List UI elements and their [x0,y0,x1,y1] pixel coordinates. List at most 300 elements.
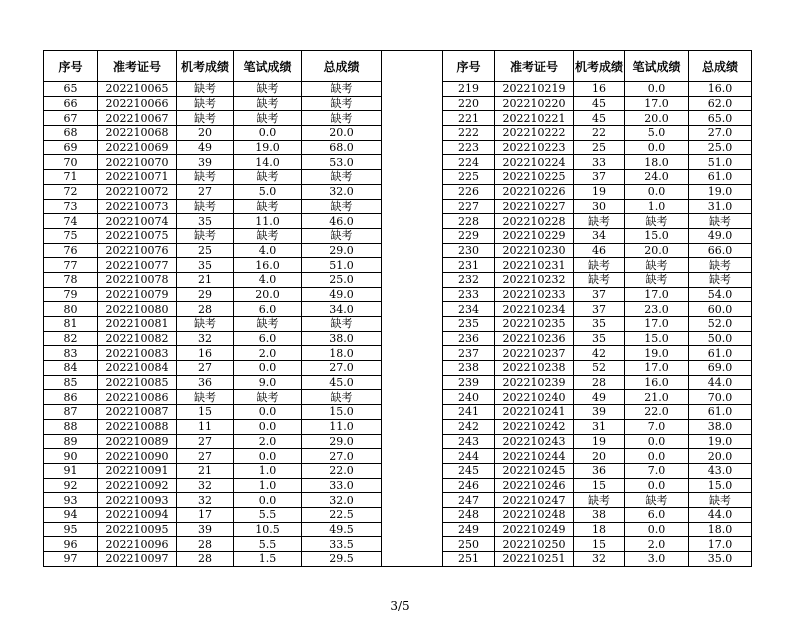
table-cell: 97 [44,552,98,567]
table-cell: 70 [44,155,98,170]
table-cell: 46.0 [302,214,382,229]
spacer-cell [382,155,443,170]
table-cell: 28 [177,552,234,567]
table-cell: 202210072 [98,184,177,199]
table-cell: 21 [177,272,234,287]
table-cell: 78 [44,272,98,287]
spacer-cell [382,463,443,478]
table-cell: 缺考 [302,82,382,97]
table-cell: 5.5 [234,537,302,552]
table-cell: 35 [574,317,625,332]
table-cell: 51.0 [302,258,382,273]
table-cell: 29 [177,287,234,302]
table-cell: 202210089 [98,434,177,449]
table-cell: 缺考 [302,390,382,405]
table-cell: 11.0 [302,419,382,434]
table-cell: 202210242 [495,419,574,434]
table-cell: 251 [443,552,495,567]
table-cell: 229 [443,228,495,243]
table-cell: 9.0 [234,375,302,390]
table-cell: 17.0 [625,287,689,302]
table-row [44,82,752,97]
table-cell: 5.5 [234,507,302,522]
table-cell: 202210225 [495,170,574,185]
spacer-cell [382,170,443,185]
table-cell: 90 [44,449,98,464]
table-cell: 缺考 [302,111,382,126]
table-cell: 3.0 [625,552,689,567]
table-cell: 10.5 [234,522,302,537]
spacer-cell [382,287,443,302]
table-cell: 243 [443,434,495,449]
table-cell: 202210083 [98,346,177,361]
table-cell: 缺考 [234,82,302,97]
table-cell: 202210241 [495,405,574,420]
table-cell: 202210249 [495,522,574,537]
table-cell: 66 [44,96,98,111]
table-cell: 202210093 [98,493,177,508]
table-cell: 72 [44,184,98,199]
table-cell: 30 [574,199,625,214]
table-row [44,287,752,302]
table-cell: 17.0 [689,537,752,552]
table-cell: 238 [443,361,495,376]
table-cell: 202210248 [495,507,574,522]
table-cell: 33 [574,155,625,170]
table-cell: 246 [443,478,495,493]
table-cell: 34.0 [302,302,382,317]
spacer-cell [382,82,443,97]
table-cell: 17 [177,507,234,522]
table-cell: 39 [177,155,234,170]
table-cell: 27.0 [302,449,382,464]
spacer-cell [382,552,443,567]
table-cell: 缺考 [302,96,382,111]
spacer-cell [382,331,443,346]
table-cell: 2.0 [625,537,689,552]
table-cell: 19.0 [689,184,752,199]
table-cell: 1.5 [234,552,302,567]
table-cell: 242 [443,419,495,434]
table-cell: 202210235 [495,317,574,332]
table-cell: 86 [44,390,98,405]
table-cell: 29.5 [302,552,382,567]
table-cell: 20.0 [625,243,689,258]
table-cell: 缺考 [177,96,234,111]
table-cell: 16.0 [625,375,689,390]
table-cell: 1.0 [234,478,302,493]
table-cell: 31.0 [689,199,752,214]
table-cell: 49 [574,390,625,405]
table-row [44,155,752,170]
table-cell: 1.0 [625,199,689,214]
table-cell: 缺考 [234,111,302,126]
table-cell: 221 [443,111,495,126]
table-cell: 44.0 [689,507,752,522]
table-row [44,199,752,214]
spacer-cell [382,258,443,273]
table-cell: 32 [574,552,625,567]
table-cell: 82 [44,331,98,346]
spacer-cell [382,449,443,464]
column-header: 总成绩 [302,51,382,82]
table-cell: 220 [443,96,495,111]
table-cell: 202210065 [98,82,177,97]
table-cell: 50.0 [689,331,752,346]
table-cell: 0.0 [234,419,302,434]
table-cell: 202210247 [495,493,574,508]
column-header: 机考成绩 [574,51,625,82]
table-cell: 20.0 [689,449,752,464]
table-cell: 224 [443,155,495,170]
table-cell: 65 [44,82,98,97]
table-cell: 5.0 [234,184,302,199]
table-cell: 7.0 [625,419,689,434]
table-cell: 202210220 [495,96,574,111]
column-header: 总成绩 [689,51,752,82]
table-cell: 38.0 [689,419,752,434]
table-cell: 67 [44,111,98,126]
table-cell: 27.0 [302,361,382,376]
spacer-cell [382,126,443,141]
spacer-cell [382,214,443,229]
table-cell: 35.0 [689,552,752,567]
table-cell: 223 [443,140,495,155]
table-cell: 234 [443,302,495,317]
table-cell: 18.0 [302,346,382,361]
table-cell: 缺考 [234,199,302,214]
table-cell: 45 [574,96,625,111]
table-cell: 202210097 [98,552,177,567]
table-cell: 缺考 [574,258,625,273]
table-cell: 缺考 [177,170,234,185]
table-cell: 202210232 [495,272,574,287]
table-cell: 缺考 [177,199,234,214]
table-cell: 227 [443,199,495,214]
table-cell: 0.0 [234,361,302,376]
spacer-cell [382,184,443,199]
table-cell: 25 [177,243,234,258]
table-cell: 15.0 [302,405,382,420]
table-cell: 24.0 [625,170,689,185]
table-cell: 88 [44,419,98,434]
table-cell: 0.0 [234,493,302,508]
table-cell: 202210226 [495,184,574,199]
table-cell: 69 [44,140,98,155]
table-cell: 22 [574,126,625,141]
table-cell: 202210095 [98,522,177,537]
table-cell: 38 [574,507,625,522]
spacer-cell [382,537,443,552]
table-cell: 202210229 [495,228,574,243]
table-cell: 202210081 [98,317,177,332]
table-cell: 39 [177,522,234,537]
table-cell: 32 [177,478,234,493]
table-cell: 96 [44,537,98,552]
table-row [44,361,752,376]
table-cell: 49.0 [302,287,382,302]
table-cell: 缺考 [689,272,752,287]
table-cell: 22.0 [625,405,689,420]
table-cell: 245 [443,463,495,478]
table-cell: 49.5 [302,522,382,537]
spacer-cell [382,434,443,449]
table-cell: 60.0 [689,302,752,317]
table-cell: 缺考 [625,493,689,508]
table-cell: 202210086 [98,390,177,405]
column-header: 准考证号 [98,51,177,82]
table-cell: 缺考 [234,228,302,243]
table-cell: 0.0 [234,449,302,464]
table-row [44,478,752,493]
score-table [43,50,752,567]
table-cell: 202210068 [98,126,177,141]
spacer-cell [382,361,443,376]
table-cell: 15 [574,478,625,493]
table-cell: 202210246 [495,478,574,493]
table-cell: 202210228 [495,214,574,229]
table-cell: 缺考 [234,390,302,405]
table-cell: 202210219 [495,82,574,97]
table-cell: 202210224 [495,155,574,170]
table-cell: 93 [44,493,98,508]
table-cell: 0.0 [625,522,689,537]
spacer-cell [382,493,443,508]
table-cell: 95 [44,522,98,537]
table-cell: 缺考 [302,228,382,243]
table-cell: 202210244 [495,449,574,464]
table-cell: 缺考 [234,170,302,185]
table-cell: 37 [574,302,625,317]
table-cell: 91 [44,463,98,478]
table-cell: 222 [443,126,495,141]
table-cell: 6.0 [234,302,302,317]
page-number: 3/5 [390,599,410,613]
spacer-cell [382,302,443,317]
table-cell: 241 [443,405,495,420]
table-cell: 16 [574,82,625,97]
table-cell: 248 [443,507,495,522]
table-cell: 202210080 [98,302,177,317]
table-cell: 202210085 [98,375,177,390]
table-cell: 28 [177,537,234,552]
table-cell: 202210231 [495,258,574,273]
table-cell: 244 [443,449,495,464]
table-row [44,258,752,273]
table-cell: 20.0 [302,126,382,141]
table-cell: 缺考 [302,317,382,332]
table-cell: 225 [443,170,495,185]
table-cell: 27 [177,361,234,376]
table-cell: 77 [44,258,98,273]
table-cell: 21 [177,463,234,478]
table-cell: 17.0 [625,317,689,332]
table-cell: 20 [177,126,234,141]
table-cell: 28 [574,375,625,390]
table-cell: 239 [443,375,495,390]
table-cell: 20.0 [234,287,302,302]
table-cell: 202210234 [495,302,574,317]
table-cell: 202210238 [495,361,574,376]
table-cell: 87 [44,405,98,420]
table-row [44,96,752,111]
table-cell: 29.0 [302,434,382,449]
table-cell: 226 [443,184,495,199]
table-cell: 32 [177,331,234,346]
table-row [44,449,752,464]
table-row [44,111,752,126]
table-cell: 25.0 [689,140,752,155]
table-cell: 缺考 [574,214,625,229]
table-cell: 70.0 [689,390,752,405]
table-cell: 202210239 [495,375,574,390]
table-cell: 2.0 [234,346,302,361]
table-cell: 34 [574,228,625,243]
table-row [44,346,752,361]
table-cell: 202210067 [98,111,177,126]
table-cell: 19.0 [689,434,752,449]
column-header: 序号 [44,51,98,82]
table-cell: 247 [443,493,495,508]
table-row [44,434,752,449]
column-header: 序号 [443,51,495,82]
table-cell: 230 [443,243,495,258]
spacer-cell [382,419,443,434]
table-cell: 202210069 [98,140,177,155]
table-cell: 202210076 [98,243,177,258]
table-cell: 202210240 [495,390,574,405]
table-row [44,390,752,405]
table-cell: 0.0 [625,434,689,449]
table-cell: 25.0 [302,272,382,287]
table-cell: 19.0 [625,346,689,361]
table-row [44,272,752,287]
table-cell: 83 [44,346,98,361]
table-body [44,82,752,567]
table-row [44,140,752,155]
table-cell: 35 [177,214,234,229]
column-header: 笔试成绩 [625,51,689,82]
table-cell: 4.0 [234,272,302,287]
spacer-cell [382,111,443,126]
table-row [44,170,752,185]
table-cell: 42 [574,346,625,361]
table-cell: 27.0 [689,126,752,141]
table-cell: 0.0 [625,184,689,199]
table-cell: 202210087 [98,405,177,420]
table-cell: 15 [177,405,234,420]
table-cell: 202210084 [98,361,177,376]
spacer-cell [382,405,443,420]
table-cell: 36 [177,375,234,390]
table-cell: 81 [44,317,98,332]
header-spacer [382,51,443,82]
table-cell: 19 [574,434,625,449]
table-cell: 66.0 [689,243,752,258]
table-cell: 11 [177,419,234,434]
table-row [44,317,752,332]
table-cell: 228 [443,214,495,229]
table-cell: 73 [44,199,98,214]
table-cell: 79 [44,287,98,302]
table-cell: 202210066 [98,96,177,111]
table-cell: 33.0 [302,478,382,493]
table-cell: 237 [443,346,495,361]
table-cell: 231 [443,258,495,273]
table-cell: 202210077 [98,258,177,273]
table-cell: 92 [44,478,98,493]
table-cell: 16.0 [689,82,752,97]
table-cell: 缺考 [625,272,689,287]
table-cell: 202210092 [98,478,177,493]
table-cell: 22.5 [302,507,382,522]
spacer-cell [382,199,443,214]
table-row [44,463,752,478]
table-cell: 37 [574,287,625,302]
spacer-cell [382,375,443,390]
table-cell: 缺考 [234,317,302,332]
table-row [44,228,752,243]
table-cell: 202210094 [98,507,177,522]
table-cell: 29.0 [302,243,382,258]
table-cell: 32 [177,493,234,508]
table-cell: 202210227 [495,199,574,214]
table-cell: 缺考 [234,96,302,111]
table-cell: 37 [574,170,625,185]
table-cell: 249 [443,522,495,537]
spacer-cell [382,228,443,243]
table-cell: 18.0 [625,155,689,170]
table-cell: 68.0 [302,140,382,155]
spacer-cell [382,478,443,493]
table-cell: 缺考 [689,214,752,229]
table-cell: 75 [44,228,98,243]
table-cell: 202210245 [495,463,574,478]
table-cell: 76 [44,243,98,258]
table-cell: 202210230 [495,243,574,258]
table-cell: 28 [177,302,234,317]
table-cell: 22.0 [302,463,382,478]
table-cell: 202210251 [495,552,574,567]
table-cell: 23.0 [625,302,689,317]
table-cell: 缺考 [177,390,234,405]
table-cell: 202210078 [98,272,177,287]
table-cell: 202210090 [98,449,177,464]
table-cell: 85 [44,375,98,390]
table-cell: 80 [44,302,98,317]
table-cell: 202210091 [98,463,177,478]
table-cell: 32.0 [302,184,382,199]
table-cell: 20.0 [625,111,689,126]
table-cell: 45.0 [302,375,382,390]
table-cell: 7.0 [625,463,689,478]
table-cell: 18 [574,522,625,537]
table-cell: 15.0 [689,478,752,493]
table-cell: 202210233 [495,287,574,302]
table-cell: 17.0 [625,96,689,111]
table-row [44,522,752,537]
column-header: 机考成绩 [177,51,234,82]
table-row [44,331,752,346]
spacer-cell [382,96,443,111]
table-cell: 缺考 [689,258,752,273]
table-cell: 18.0 [689,522,752,537]
column-header: 笔试成绩 [234,51,302,82]
table-cell: 缺考 [177,228,234,243]
table-cell: 15 [574,537,625,552]
table-cell: 缺考 [302,199,382,214]
table-cell: 缺考 [177,82,234,97]
